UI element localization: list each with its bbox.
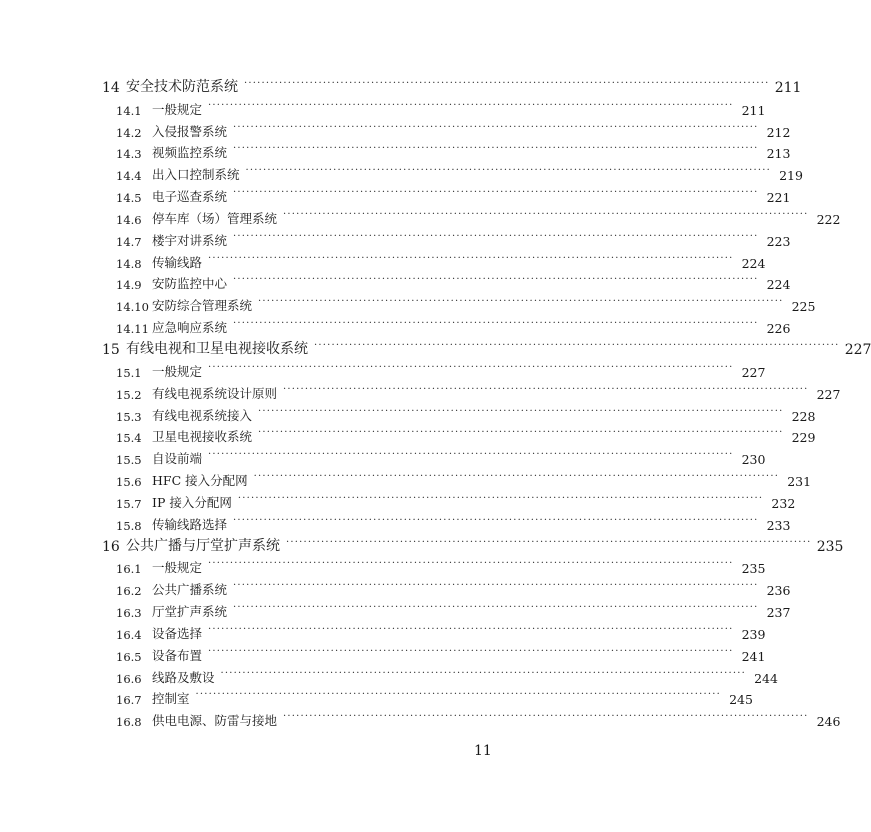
toc-entry-page: 231	[787, 474, 812, 490]
toc-section-entry	[0, 96, 766, 118]
toc-entry-number: 14.5	[116, 191, 142, 206]
dot-leader: ························································································································	[195, 689, 721, 701]
dot-leader: ························································································································	[233, 318, 759, 330]
toc-entry-page: 239	[741, 626, 766, 642]
toc-entry-title: 有线电视系统接入	[152, 407, 253, 423]
toc-section-entry	[0, 140, 791, 162]
toc-section-entry	[0, 598, 791, 621]
toc-chapter-entry	[0, 336, 871, 358]
toc-entry-number: 16.4	[116, 627, 142, 642]
toc-section-entry	[0, 271, 791, 293]
toc-entry-title: 自设前端	[152, 451, 203, 467]
toc-entry-page: 235	[816, 538, 844, 555]
toc-section-entry	[0, 380, 841, 402]
toc-entry-title: HFC 接入分配网	[152, 473, 248, 489]
toc-entry-page: 211	[774, 79, 802, 96]
toc-section-entry	[0, 118, 791, 140]
toc-section-entry	[0, 467, 812, 490]
dot-leader: ························································································································	[233, 143, 759, 155]
toc-entry-number: 14.1	[116, 103, 142, 118]
dot-leader: ························································································································	[245, 165, 771, 177]
toc-entry-title: 设备布置	[152, 647, 203, 663]
toc-entry-page: 230	[741, 452, 766, 468]
toc-entry-number: 14.2	[116, 125, 142, 140]
toc-entry-number: 15.8	[116, 518, 142, 533]
toc-entry-title: 公共广播与厅堂扩声系统	[126, 537, 280, 554]
toc-entry-page: 244	[754, 670, 778, 686]
toc-entry-number: 15.3	[116, 409, 142, 424]
toc-entry-page: 219	[779, 168, 803, 184]
toc-entry-number: 14.3	[116, 147, 142, 162]
toc-entry-page: 233	[766, 517, 791, 533]
dot-leader: ························································································································	[208, 252, 734, 264]
toc-entry-page: 224	[766, 277, 791, 293]
dot-leader: ························································································································	[244, 77, 770, 89]
toc-entry-number: 14.9	[116, 278, 142, 293]
toc-section-entry	[0, 424, 816, 446]
toc-entry-title: 电子巡查系统	[152, 189, 228, 205]
toc-section-entry	[0, 161, 803, 184]
toc-entry-title: 传输线路选择	[152, 516, 228, 532]
toc-section-entry	[0, 489, 796, 511]
dot-leader: ························································································································	[283, 383, 809, 395]
toc-entry-title: 出入口控制系统	[152, 167, 240, 183]
toc-section-entry	[0, 642, 766, 664]
toc-section-entry	[0, 227, 791, 249]
toc-entry-title: 安防监控中心	[152, 276, 228, 292]
toc-entry-number: 15	[102, 341, 120, 358]
toc-entry-page: 225	[791, 299, 816, 315]
toc-entry-title: 一般规定	[152, 363, 203, 379]
dot-leader: ························································································································	[286, 536, 812, 548]
toc-entry-title: 线路及敷设	[152, 669, 215, 685]
toc-entry-number: 16	[102, 538, 120, 555]
dot-leader: ························································································································	[208, 645, 734, 657]
toc-entry-title: 一般规定	[152, 560, 203, 576]
toc-entry-title: 有线电视和卫星电视接收系统	[126, 340, 308, 357]
toc-entry-number: 15.5	[116, 453, 142, 468]
toc-entry-title: 控制室	[152, 691, 190, 707]
toc-section-entry	[0, 555, 766, 577]
toc-entry-title: 设备选择	[152, 625, 203, 641]
toc-entry-title: 有线电视系统设计原则	[152, 385, 278, 401]
toc-entry-title: 厅堂扩声系统	[152, 604, 228, 620]
toc-entry-page: 236	[766, 583, 791, 599]
dot-leader: ························································································································	[208, 558, 734, 570]
toc-section-entry	[0, 292, 816, 315]
toc-entry-page: 221	[766, 190, 791, 206]
dot-leader: ························································································································	[314, 339, 840, 351]
toc-entry-title: 停车库（场）管理系统	[152, 210, 278, 226]
dot-leader: ························································································································	[233, 230, 759, 242]
toc-entry-number: 15.1	[116, 365, 142, 380]
dot-leader: ························································································································	[220, 667, 746, 679]
toc-entry-number: 16.3	[116, 606, 142, 621]
toc-entry-page: 245	[729, 692, 753, 708]
toc-entry-number: 14.7	[116, 234, 142, 249]
dot-leader: ························································································································	[233, 274, 759, 286]
dot-leader: ························································································································	[233, 187, 759, 199]
dot-leader: ························································································································	[253, 471, 780, 483]
toc-entry-title: 卫星电视接收系统	[152, 429, 253, 445]
toc-entry-number: 15.2	[116, 387, 142, 402]
dot-leader: ························································································································	[208, 449, 734, 461]
toc-entry-page: 222	[816, 211, 841, 227]
dot-leader: ························································································································	[233, 580, 759, 592]
toc-entry-page: 235	[741, 561, 766, 577]
dot-leader: ························································································································	[208, 623, 734, 635]
toc-section-entry	[0, 249, 766, 271]
toc-entry-number: 15.7	[116, 496, 142, 511]
toc-section-entry	[0, 445, 766, 468]
toc-entry-number: 15.4	[116, 431, 142, 446]
dot-leader: ························································································································	[283, 711, 809, 723]
toc-entry-number: 16.1	[116, 562, 142, 577]
toc-entry-title: 安防综合管理系统	[152, 298, 253, 314]
toc-section-entry	[0, 620, 766, 642]
dot-leader: ························································································································	[208, 361, 734, 373]
toc-entry-title: IP 接入分配网	[152, 494, 232, 510]
toc-entry-page: 227	[844, 341, 871, 358]
toc-entry-number: 16.2	[116, 584, 142, 599]
table-of-contents	[0, 74, 871, 730]
dot-leader: ························································································································	[233, 514, 759, 526]
toc-entry-page: 223	[766, 233, 791, 249]
dot-leader: ························································································································	[258, 427, 784, 439]
toc-entry-page: 212	[766, 124, 791, 140]
toc-entry-number: 14.6	[116, 212, 142, 227]
toc-section-entry	[0, 183, 791, 206]
toc-entry-title: 视频监控系统	[152, 145, 228, 161]
toc-entry-number: 14.11	[116, 322, 149, 337]
toc-section-entry	[0, 707, 841, 730]
toc-entry-number: 16.8	[116, 715, 142, 730]
toc-entry-title: 安全技术防范系统	[126, 78, 238, 95]
toc-section-entry	[0, 358, 766, 380]
toc-section-entry	[0, 576, 791, 599]
dot-leader: ························································································································	[237, 492, 764, 504]
toc-entry-page: 224	[741, 255, 766, 271]
toc-entry-page: 226	[766, 321, 791, 337]
toc-entry-number: 16.5	[116, 649, 142, 664]
toc-section-entry	[0, 402, 816, 424]
toc-entry-page: 241	[741, 648, 766, 664]
toc-entry-number: 15.6	[116, 475, 142, 490]
toc-entry-number: 16.7	[116, 693, 142, 708]
toc-entry-title: 一般规定	[152, 101, 203, 117]
toc-entry-number: 14.8	[116, 256, 142, 271]
toc-chapter-entry	[0, 74, 802, 96]
toc-entry-title: 公共广播系统	[152, 582, 228, 598]
toc-entry-page: 211	[741, 102, 766, 118]
page-number: 11	[474, 743, 492, 759]
toc-entry-page: 229	[791, 430, 816, 446]
toc-entry-page: 228	[791, 408, 816, 424]
toc-entry-number: 14.10	[116, 300, 149, 315]
toc-section-entry	[0, 664, 778, 686]
toc-section-entry	[0, 205, 841, 227]
toc-section-entry	[0, 511, 791, 533]
toc-section-entry	[0, 686, 753, 708]
toc-entry-page: 237	[766, 605, 791, 621]
toc-entry-title: 应急响应系统	[152, 320, 228, 336]
toc-entry-page: 227	[741, 364, 766, 380]
toc-entry-number: 16.6	[116, 671, 142, 686]
toc-entry-title: 供电电源、防雷与接地	[152, 713, 278, 729]
dot-leader: ························································································································	[233, 121, 759, 133]
dot-leader: ························································································································	[233, 602, 759, 614]
toc-entry-title: 入侵报警系统	[152, 123, 228, 139]
toc-entry-title: 传输线路	[152, 254, 203, 270]
toc-entry-page: 232	[771, 495, 796, 511]
dot-leader: ························································································································	[258, 405, 784, 417]
toc-entry-number: 14.4	[116, 169, 142, 184]
dot-leader: ························································································································	[283, 208, 809, 220]
toc-entry-page: 213	[766, 146, 791, 162]
dot-leader: ························································································································	[258, 296, 784, 308]
toc-entry-title: 楼宇对讲系统	[152, 232, 228, 248]
toc-entry-number: 14	[102, 79, 120, 96]
dot-leader: ························································································································	[208, 99, 734, 111]
toc-chapter-entry	[0, 533, 844, 555]
toc-entry-page: 246	[816, 714, 841, 730]
toc-section-entry	[0, 314, 791, 337]
toc-entry-page: 227	[816, 386, 841, 402]
